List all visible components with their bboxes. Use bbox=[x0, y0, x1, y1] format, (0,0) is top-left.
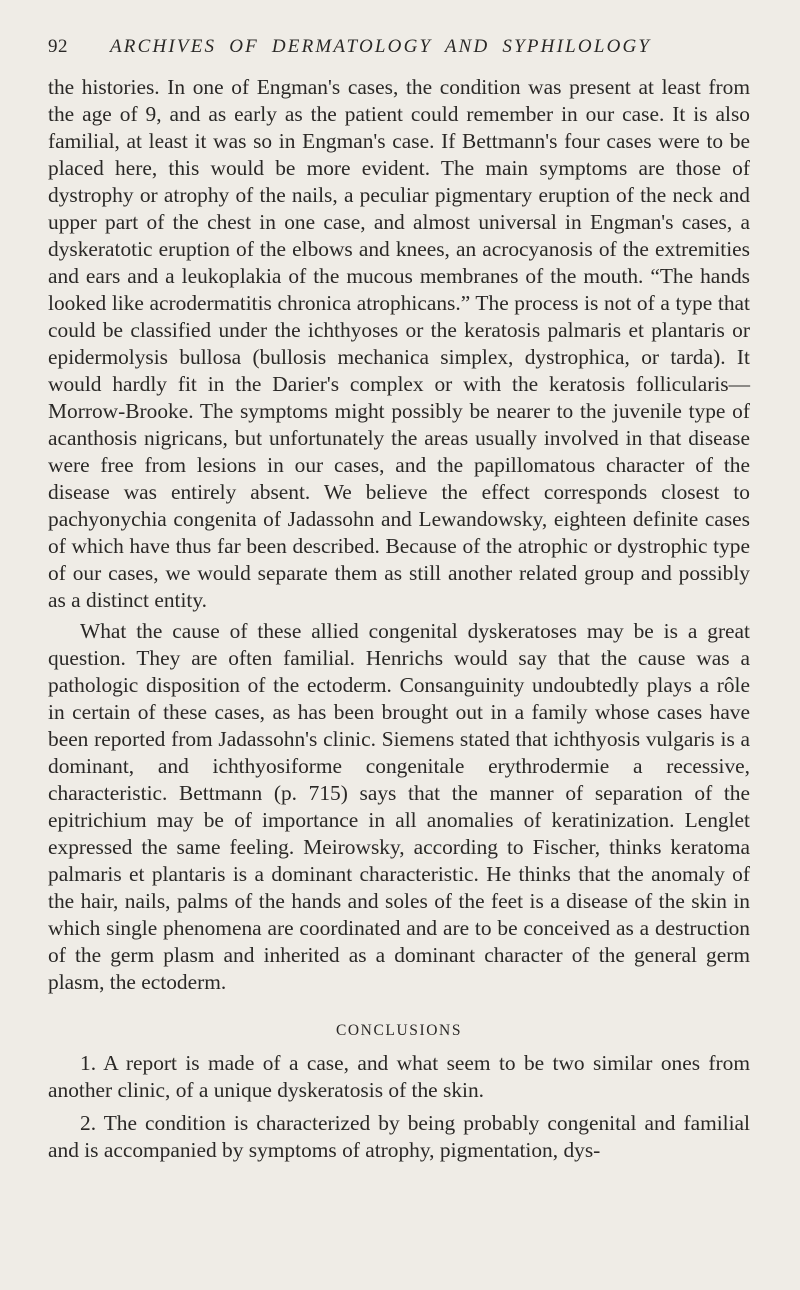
body-paragraph-1: the histories. In one of Engman's cases, the condition was present at least from the age of 9, and as early as the patient could remember in our case. It is also familial, at least it was so in Engman's case. If Bettmann's four cases were to be placed here, this would be more evident. The main symptoms are those of dystrophy or atrophy of the nails, a peculiar pigmentary eruption of the neck and upper part of the chest in one case, and almost universal in Engman's cases, a dyskeratotic eruption of the elbows and knees, an acrocyanosis of the extremities and ears and a leukoplakia of the mucous membranes of the mouth. “The hands looked like acrodermatitis chronica atrophicans.” The process is not of a type that could be classified under the ichthyoses or the keratosis palmaris et plantaris or epidermolysis bullosa (bullosis mechanica simplex, dystrophica, or tarda). It would hardly fit in the Darier's complex or with the keratosis follicularis—Morrow-Brooke. The symptoms might possibly be nearer to the juvenile type of acanthosis nigricans, but unfortunately the areas usually involved in that disease were free from lesions in our cases, and the papillomatous character of the disease was entirely absent. We believe the effect corresponds closest to pachyonychia congenita of Jadassohn and Lewandowsky, eighteen definite cases of which have thus far been described. Because of the atrophic or dystrophic type of our cases, we would separate them as still another related group and possibly as a distinct entity. bbox=[48, 75, 750, 612]
conclusion-item-1: 1. A report is made of a case, and what seem to be two similar ones from another clinic, of a unique dyskeratosis of the skin. bbox=[48, 1051, 750, 1102]
conclusion-item-2: 2. The condition is characterized by being probably congenital and familial and is accompanied by symptoms of atrophy, pigmentation, dys- bbox=[48, 1111, 750, 1162]
journal-title: ARCHIVES OF DERMATOLOGY AND SYPHILOLOGY bbox=[110, 36, 652, 57]
running-head bbox=[48, 36, 750, 66]
page-number: 92 bbox=[48, 36, 68, 57]
body-paragraph-2: What the cause of these allied congenital dyskeratoses may be is a great question. They are often familial. Henrichs would say that the cause was a pathologic disposition of the ectoderm. Consanguinity undoubtedly plays a rôle in certain of these cases, as has been brought out in a family whose cases have been reported from Jadassohn's clinic. Siemens stated that ichthyosis vulgaris is a dominant, and ichthyosiforme congenitale erythrodermie a recessive, characteristic. Bettmann (p. 715) says that the manner of separation of the epitrichium may be of importance in all anomalies of keratinization. Lenglet expressed the same feeling. Meirowsky, according to Fischer, thinks keratoma palmaris et plantaris is a dominant characteristic. He thinks that the anomaly of the hair, nails, palms of the hands and soles of the feet is a disease of the skin in which single phenomena are coordinated and are to be conceived as a destruction of the germ plasm and inherited as a dominant character of the general germ plasm, the ectoderm. bbox=[48, 619, 750, 994]
conclusions-heading: CONCLUSIONS bbox=[335, 1022, 463, 1039]
